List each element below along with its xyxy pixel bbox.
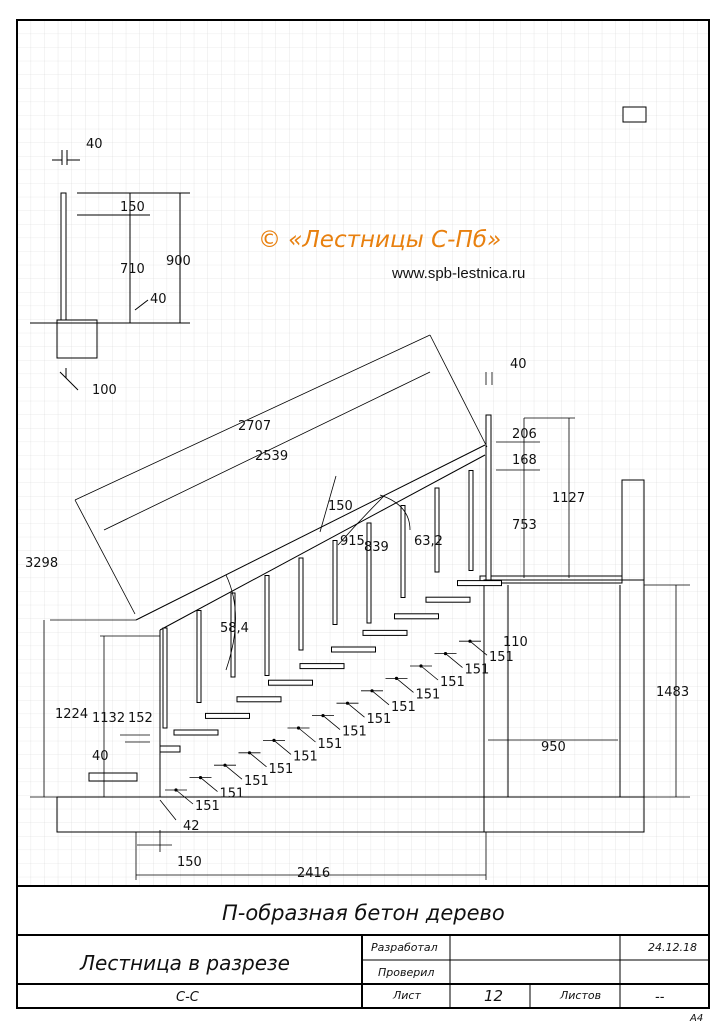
- dim-railing-thickness: 40: [86, 137, 103, 152]
- small-box-symbol: [623, 107, 646, 122]
- brand-title: © «Лестницы С-Пб»: [258, 227, 502, 253]
- dim-right-1483: 1483: [656, 685, 690, 700]
- drawing-date: 24.12.18: [648, 941, 697, 954]
- dim-railing-top: 150: [120, 200, 145, 215]
- paper-format: А4: [690, 1013, 704, 1024]
- brand-url[interactable]: www.spb-lestnica.ru: [392, 265, 526, 282]
- sheets-count: --: [655, 990, 665, 1005]
- tread-dim-label: 151: [317, 737, 343, 752]
- dim-left-150: 150: [177, 855, 202, 870]
- baluster: [163, 628, 167, 728]
- checked-label: Проверил: [378, 966, 435, 979]
- tread-dim-label: 151: [489, 650, 514, 666]
- baluster: [367, 523, 371, 623]
- stair-tread: [269, 680, 313, 685]
- tread-dim-label: 151: [391, 699, 416, 715]
- tread-dim-label: 151: [293, 749, 318, 765]
- dim-railing-base: 40: [150, 292, 167, 307]
- dim-post-gap: 168: [512, 453, 537, 468]
- baluster: [333, 541, 337, 625]
- sheet-label: Лист: [393, 989, 421, 1002]
- stair-tread: [206, 713, 250, 718]
- tread-dim-label: 151: [342, 724, 367, 740]
- dim-left-1224: 1224: [55, 707, 89, 722]
- stair-tread: [458, 581, 502, 586]
- dim-angle-top: 63,2: [414, 534, 443, 549]
- dim-slope-915: 915: [340, 534, 365, 549]
- dim-left-152: 152: [128, 711, 153, 726]
- dim-post-height: 1127: [552, 491, 586, 506]
- baluster: [265, 576, 269, 676]
- grid-background: [17, 20, 709, 886]
- dim-post-top: 206: [512, 427, 537, 442]
- developed-label: Разработал: [371, 941, 438, 954]
- dim-baluster-height: 753: [512, 518, 537, 533]
- dim-total-length: 2416: [297, 866, 331, 881]
- dim-left-42: 42: [183, 819, 200, 834]
- dim-railing-foot: 100: [92, 383, 117, 398]
- dim-stringer-inner: 2539: [255, 449, 289, 464]
- dim-stringer-outer: 2707: [238, 419, 272, 434]
- dim-left-40: 40: [92, 749, 109, 764]
- stair-tread: [300, 664, 344, 669]
- tread-dim-label: 151: [440, 675, 465, 690]
- baluster: [401, 506, 405, 598]
- stair-tread: [237, 697, 281, 702]
- baluster: [435, 488, 439, 572]
- dim-post-thickness: 40: [510, 357, 527, 372]
- drawing-title: П-образная бетон дерево: [222, 901, 505, 925]
- title-block-text: [79, 901, 703, 1024]
- tread-dim-label: 151: [244, 774, 269, 790]
- tread-dim-label: 151: [268, 761, 294, 777]
- stair-tread: [174, 730, 218, 735]
- tread-dim-label: 151: [219, 786, 245, 802]
- dim-angle-bottom: 58,4: [220, 621, 249, 636]
- stair-tread: [395, 614, 439, 619]
- baluster: [469, 471, 473, 571]
- sheet-number: 12: [484, 987, 504, 1005]
- dim-railing-height: 710: [120, 262, 145, 277]
- tread-dim-label: 151: [415, 687, 441, 703]
- stair-tread: [363, 630, 407, 635]
- baluster: [197, 611, 201, 703]
- section-label: С-С: [176, 990, 199, 1005]
- tread-dim-label: 151: [366, 712, 392, 728]
- drawing-subtitle: Лестница в разрезе: [80, 951, 290, 975]
- dim-railing-total: 900: [166, 254, 191, 269]
- dim-slope-offset: 150: [328, 499, 353, 514]
- sheets-label: Листов: [560, 989, 602, 1002]
- stair-tread: [332, 647, 376, 652]
- baluster: [299, 558, 303, 650]
- dim-right-950: 950: [541, 740, 566, 755]
- dim-left-1132: 1132: [92, 711, 126, 726]
- tread-dim-label: 151: [464, 662, 490, 678]
- dim-right-110: 110: [503, 635, 528, 650]
- stair-tread: [426, 597, 470, 602]
- tread-dim-label: 151: [195, 799, 220, 814]
- dim-total-height: 3298: [25, 556, 59, 571]
- dim-slope-839: 839: [364, 540, 389, 555]
